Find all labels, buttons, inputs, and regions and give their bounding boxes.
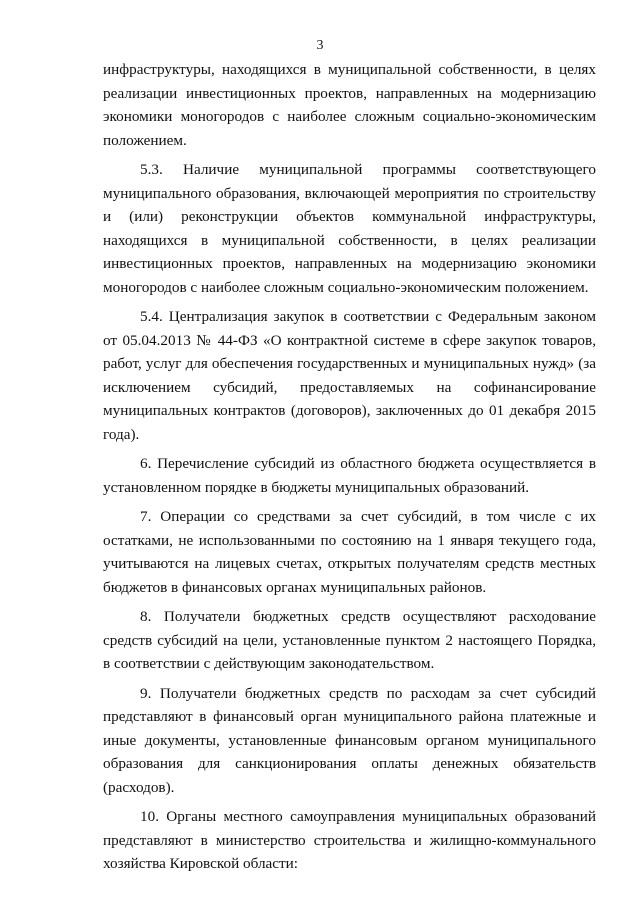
paragraph-5-4: 5.4. Централизация закупок в соответствии с Федеральным законом от 05.04.2013 № 44-ФЗ «О контрактной системе в сфере закупок товаров, работ, услуг для обеспечения государственных и муниципальных нужд» (за исключением субсидий, предоставляемых на софинансирование муниципальных контрактов (договоров), заключенных до 01 декабря 2015 года). <box>103 308 596 443</box>
page-number: 3 <box>316 38 324 53</box>
paragraph-7: 7. Операции со средствами за счет субсидий, в том числе с их остатками, не использованными по состоянию на 1 января текущего года, учитываются на лицевых счетах, открытых получателям средств местных бюджетов в финансовых органах муниципальных районов. <box>103 508 596 596</box>
paragraph-8: 8. Получатели бюджетных средств осуществляют расходование средств субсидий на цели, установленные пунктом 2 настоящего Порядка, в соответствии с действующим законодательством. <box>103 608 596 672</box>
paragraph-continuation: инфраструктуры, находящихся в муниципальной собственности, в целях реализации инвестиционных проектов, направленных на модернизацию экономики моногородов с наиболее сложным социально-экономическим положением. <box>103 61 596 149</box>
document-body <box>103 58 596 882</box>
paragraph-9: 9. Получатели бюджетных средств по расходам за счет субсидий представляют в финансовый орган муниципального района платежные и иные документы, установленные финансовым органом муниципального образования для санкционирования оплаты денежных обязательств (расходов). <box>103 684 596 796</box>
paragraph-5-3: 5.3. Наличие муниципальной программы соответствующего муниципального образования, включающей мероприятия по строительству и (или) реконструкции объектов коммунальной инфраструктуры, находящихся в муниципальной собственности, в целях реализации инвестиционных проектов, направленных на модернизацию экономики моногородов с наиболее сложным социально-экономическим положением. <box>103 161 596 296</box>
paragraph-10: 10. Органы местного самоуправления муниципальных образований представляют в министерство строительства и жилищно-коммунального хозяйства Кировской области: <box>103 808 596 872</box>
paragraph-6: 6. Перечисление субсидий из областного бюджета осуществляется в установленном порядке в бюджеты муниципальных образований. <box>103 455 596 496</box>
